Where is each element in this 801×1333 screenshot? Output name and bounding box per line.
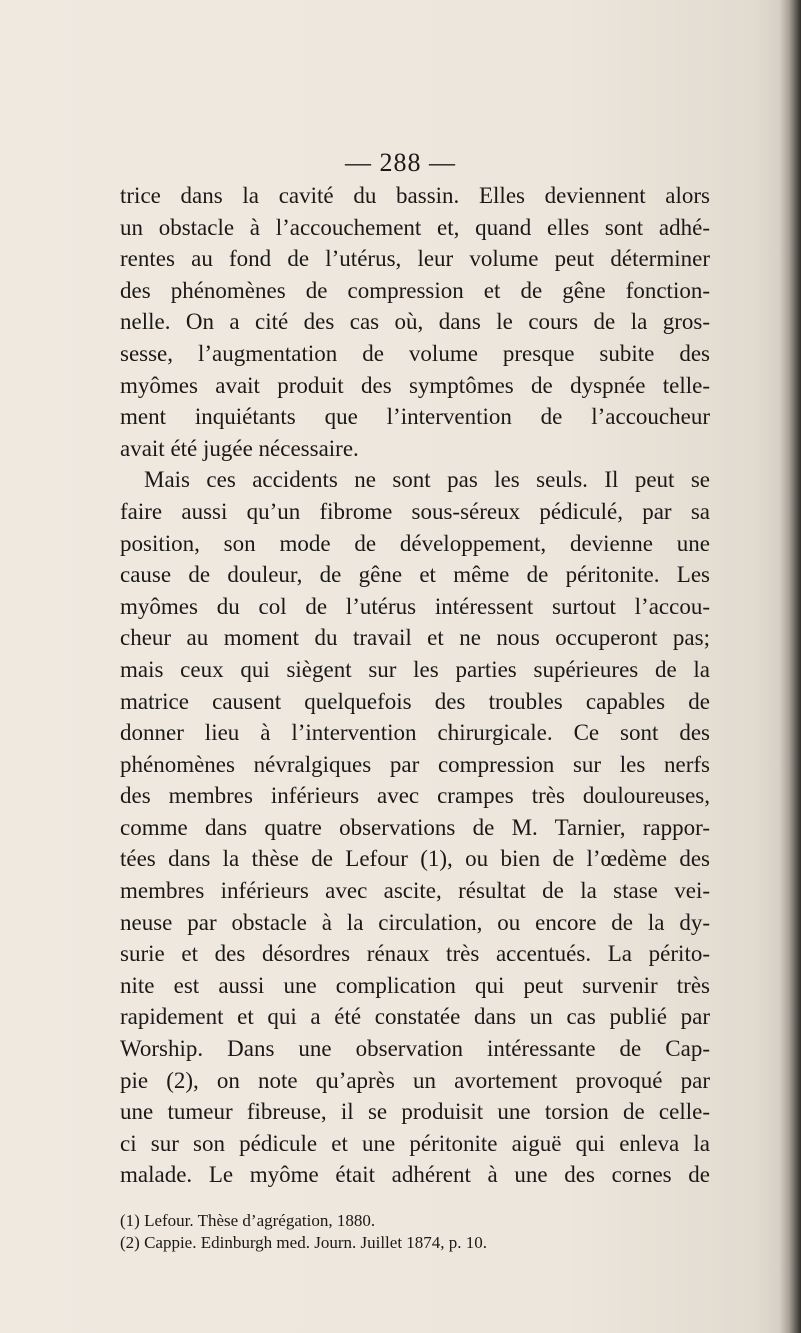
footnote: (1) Lefour. Thèse d’agrégation, 1880. bbox=[120, 1211, 376, 1230]
text-line: cheur au moment du travail et ne nous occuperont pas; bbox=[120, 625, 710, 651]
text-line: membres inférieurs avec ascite, résultat de la stase vei- bbox=[120, 878, 710, 904]
page-number: — 288 — bbox=[345, 148, 456, 177]
text-line: nelle. On a cité des cas où, dans le cours de la gros- bbox=[120, 309, 710, 335]
text-line: Worship. Dans une observation intéressante de Cap- bbox=[120, 1036, 710, 1062]
text-line: surie et des désordres rénaux très accentués. La périto- bbox=[120, 941, 710, 967]
text-line: malade. Le myôme était adhérent à une des cornes de bbox=[120, 1162, 710, 1188]
footnote: (2) Cappie. Edinburgh med. Journ. Juillet 1874, p. 10. bbox=[120, 1233, 488, 1252]
text-line: pie (2), on note qu’après un avortement provoqué par bbox=[120, 1067, 710, 1093]
text-line: matrice causent quelquefois des troubles capables de bbox=[120, 688, 710, 714]
text-line: des phénomènes de compression et de gêne fonction- bbox=[120, 277, 710, 303]
text-line: position, son mode de développement, devienne une bbox=[120, 530, 710, 556]
text-line: un obstacle à l’accouchement et, quand elles sont adhé- bbox=[120, 214, 710, 240]
text-line: phénomènes névralgiques par compression sur les nerfs bbox=[120, 751, 710, 777]
text-line: sesse, l’augmentation de volume presque subite des bbox=[120, 340, 710, 366]
text-line: mais ceux qui siègent sur les parties supérieures de la bbox=[120, 656, 710, 682]
text-line: faire aussi qu’un fibrome sous-séreux pédiculé, par sa bbox=[120, 498, 710, 524]
text-line: rapidement et qui a été constatée dans un cas publié par bbox=[120, 1004, 710, 1030]
text-line: une tumeur fibreuse, il se produisit une torsion de celle- bbox=[120, 1099, 710, 1125]
text-line: avait été jugée nécessaire. bbox=[120, 435, 359, 461]
text-line: comme dans quatre observations de M. Tarnier, rappor- bbox=[120, 814, 710, 840]
text-line: des membres inférieurs avec crampes très douloureuses, bbox=[120, 783, 710, 809]
main-text bbox=[120, 180, 710, 1191]
text-line: myômes du col de l’utérus intéressent surtout l’accou- bbox=[120, 593, 710, 619]
page-edge-shadow bbox=[779, 0, 801, 1333]
text-line: nite est aussi une complication qui peut survenir très bbox=[120, 972, 710, 998]
text-line: donner lieu à l’intervention chirurgicale. Ce sont des bbox=[120, 720, 710, 746]
footnotes bbox=[120, 1210, 680, 1254]
text-line: cause de douleur, de gêne et même de péritonite. Les bbox=[120, 562, 710, 588]
text-line: neuse par obstacle à la circulation, ou encore de la dy- bbox=[120, 909, 710, 935]
text-line: tées dans la thèse de Lefour (1), ou bien de l’œdème des bbox=[120, 846, 710, 872]
text-line: ment inquiétants que l’intervention de l’accoucheur bbox=[120, 404, 710, 430]
text-line: trice dans la cavité du bassin. Elles deviennent alors bbox=[120, 183, 710, 208]
text-line: myômes avait produit des symptômes de dyspnée telle- bbox=[120, 372, 710, 398]
text-line: Mais ces accidents ne sont pas les seuls. Il peut se bbox=[144, 467, 710, 493]
text-line: ci sur son pédicule et une péritonite aiguë qui enleva la bbox=[120, 1130, 710, 1156]
text-line: rentes au fond de l’utérus, leur volume peut déterminer bbox=[120, 246, 710, 272]
